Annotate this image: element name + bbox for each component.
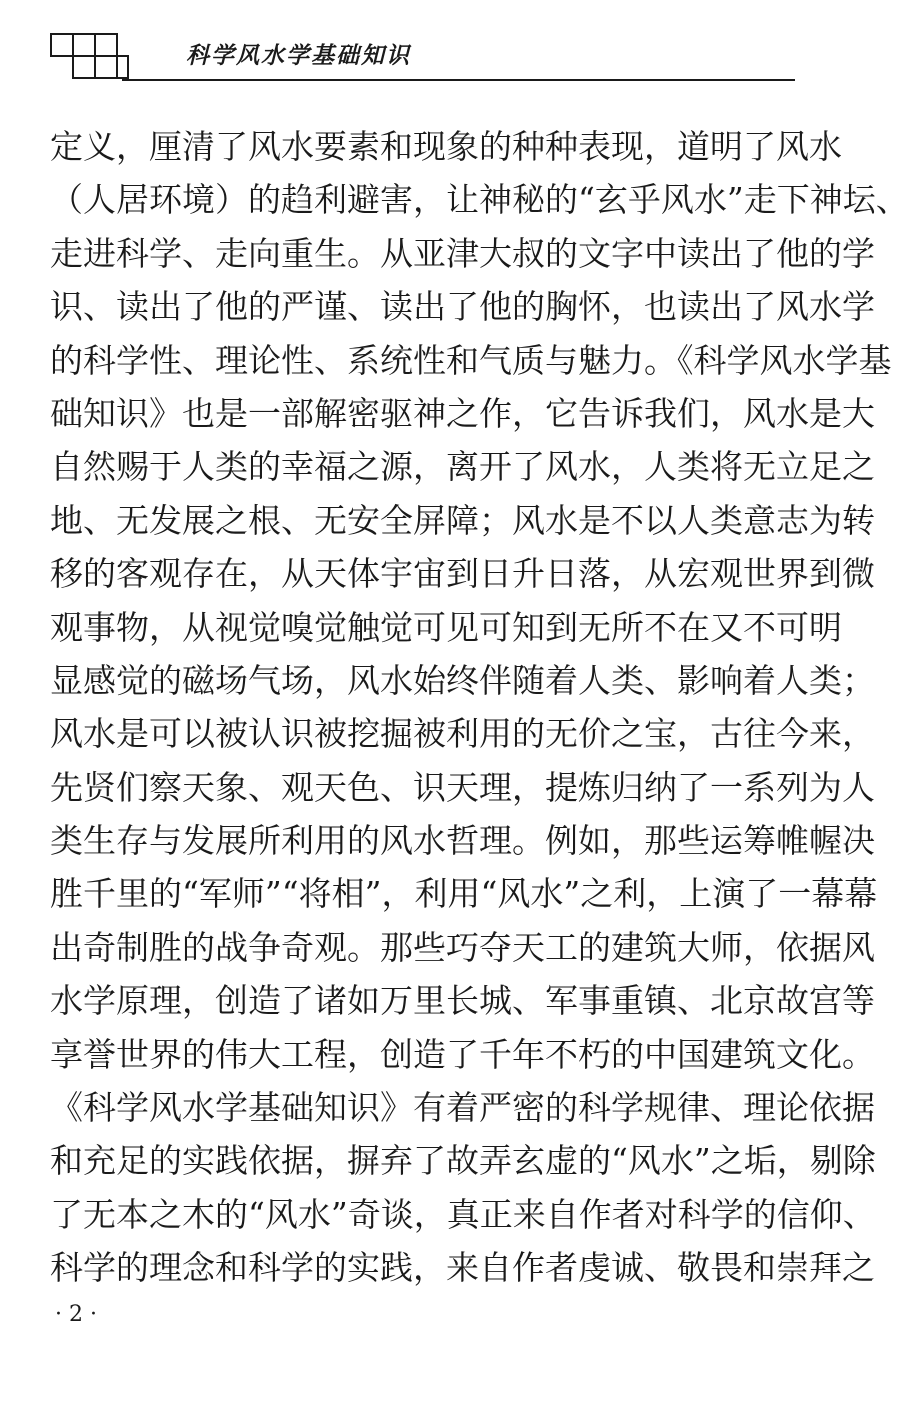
body-line: 出奇制胜的战争奇观。那些巧夺天工的建筑大师，依据风 <box>50 927 875 967</box>
body-line: 显感觉的磁场气场，风水始终伴随着人类、影响着人类； <box>50 660 875 700</box>
body-line: 础知识》也是一部解密驱神之作，它告诉我们，风水是大 <box>50 393 875 433</box>
body-line: 的科学性、理论性、系统性和气质与魅力。《科学风水学基 <box>50 340 892 380</box>
body-line: 和充足的实践依据，摒弃了故弄玄虚的“风水”之垢，剔除 <box>50 1141 876 1181</box>
body-line: 类生存与发展所利用的风水哲理。例如，那些运筹帷幄决 <box>50 821 875 861</box>
body-line: 风水是可以被认识被挖掘被利用的无价之宝，古往今来， <box>50 714 875 754</box>
body-line: 《科学风水学基础知识》有着严密的科学规律、理论依据 <box>50 1088 875 1128</box>
header-rule <box>122 79 795 81</box>
body-line: 水学原理，创造了诸如万里长城、军事重镇、北京故宫等 <box>50 981 875 1021</box>
body-line: 识、读出了他的严谨、读出了他的胸怀，也读出了风水学 <box>50 287 875 327</box>
header-squares-ornament <box>50 33 130 83</box>
body-line: 胜千里的“军师”“将相”，利用“风水”之利，上演了一幕幕 <box>50 874 878 914</box>
body-line: 自然赐于人类的幸福之源，离开了风水，人类将无立足之 <box>50 447 875 487</box>
running-header <box>50 33 795 83</box>
body-line: 走进科学、走向重生。从亚津大叔的文字中读出了他的学 <box>50 233 875 273</box>
body-line: 先贤们察天象、观天色、识天理，提炼归纳了一系列为人 <box>50 767 875 807</box>
running-header-title: 科学风水学基础知识 <box>186 43 411 69</box>
body-line: 科学的理念和科学的实践，来自作者虔诚、敬畏和崇拜之 <box>50 1248 875 1288</box>
body-line: 地、无发展之根、无安全屏障；风水是不以人类意志为转 <box>50 500 875 540</box>
body-line: 定义，厘清了风水要素和现象的种种表现，道明了风水 <box>50 127 842 166</box>
body-line: （人居环境）的趋利避害，让神秘的“玄乎风水”走下神坛、 <box>50 180 909 220</box>
body-line: 移的客观存在，从天体宇宙到日升日落，从宏观世界到微 <box>50 554 875 594</box>
body-text <box>50 120 909 1295</box>
body-line: 了无本之木的“风水”奇谈，真正来自作者对科学的信仰、 <box>50 1194 876 1234</box>
page-number: · 2 · <box>55 1302 97 1327</box>
body-line: 观事物，从视觉嗅觉触觉可见可知到无所不在又不可明 <box>50 607 842 647</box>
body-line: 享誉世界的伟大工程，创造了千年不朽的中国建筑文化。 <box>50 1034 875 1074</box>
